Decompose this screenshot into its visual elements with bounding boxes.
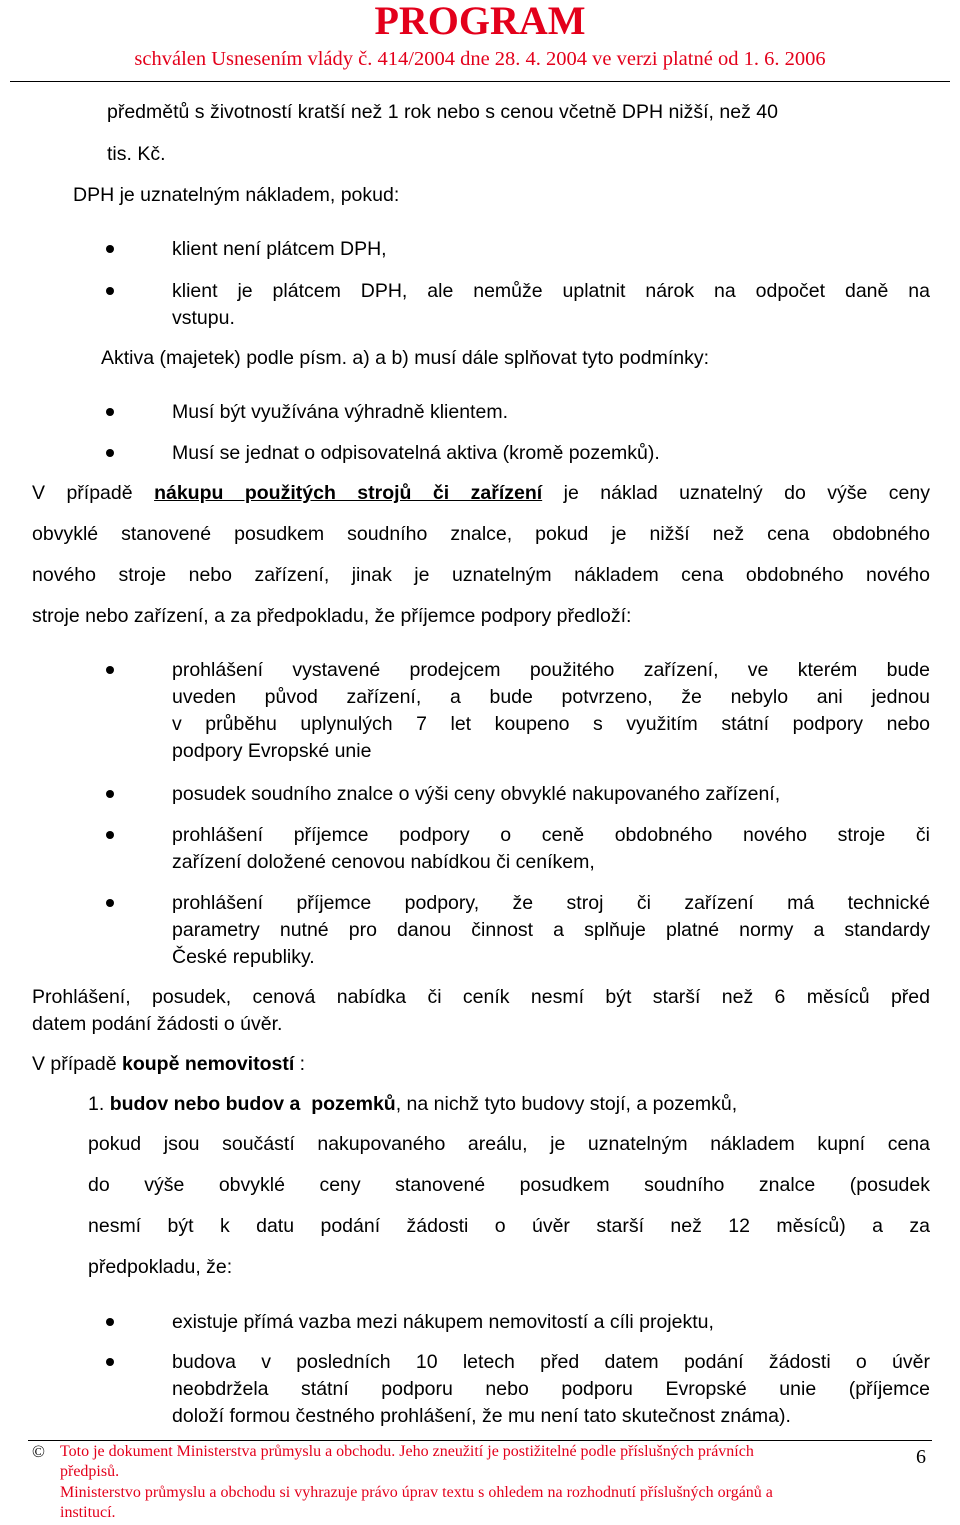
used-item: podpory Evropské unie xyxy=(172,740,372,762)
used-machines-paragraph-line: obvyklé stanovené posudkem soudního znalce, pokud je nižší než cena obdobného xyxy=(32,523,930,545)
used-item: zařízení doložené cenovou nabídkou či ceníkem, xyxy=(172,851,595,873)
bullet-icon xyxy=(106,899,114,907)
continued-text-line: tis. Kč. xyxy=(107,143,166,165)
used-item: v průběhu uplynulých 7 let koupeno s využitím státní podpory nebo xyxy=(172,713,930,735)
realty-paragraph-line: pokud jsou součástí nakupovaného areálu, je uznatelným nákladem kupní cena xyxy=(88,1133,930,1155)
realty-paragraph-line: nesmí být k datu podání žádosti o úvěr starší než 12 měsíců) a za xyxy=(88,1215,930,1237)
realty-item: existuje přímá vazba mezi nákupem nemovitostí a cíli projektu, xyxy=(172,1311,714,1333)
bullet-icon xyxy=(106,245,114,253)
document-title: PROGRAM xyxy=(374,0,586,43)
used-machines-emphasis: nákupu použitých strojů či zařízení xyxy=(154,482,543,504)
page-number: 6 xyxy=(916,1446,926,1468)
used-item: České republiky. xyxy=(172,946,315,968)
used-item: prohlášení příjemce podpory o ceně obdobného nového stroje či xyxy=(172,824,930,846)
bullet-icon xyxy=(106,449,114,457)
used-item: prohlášení příjemce podpory, že stroj či zařízení má technické xyxy=(172,892,930,914)
used-item: uveden původ zařízení, a bude potvrzeno, že nebylo ani jednou xyxy=(172,686,930,708)
used-machines-paragraph-line: nového stroje nebo zařízení, jinak je uznatelným nákladem cena obdobného nového xyxy=(32,564,930,586)
used-item: parametry nutné pro danou činnost a splňuje platné normy a standardy xyxy=(172,919,930,941)
used-item: posudek soudního znalce o výši ceny obvyklé nakupovaného zařízení, xyxy=(172,783,781,805)
bullet-icon xyxy=(106,1318,114,1326)
dph-item-continued: vstupu. xyxy=(172,307,235,329)
age-limit-paragraph: datem podání žádosti o úvěr. xyxy=(32,1013,283,1035)
realty-item: neobdržela státní podporu nebo podporu Evropské unie (příjemce xyxy=(172,1378,930,1400)
realty-paragraph-line: předpokladu, že: xyxy=(88,1256,233,1278)
dph-item: klient není plátcem DPH, xyxy=(172,238,387,260)
bullet-icon xyxy=(106,287,114,295)
bullet-icon xyxy=(106,790,114,798)
header-divider xyxy=(10,81,950,82)
realty-paragraph-line: do výše obvyklé ceny stanovené posudkem soudního znalce (posudek xyxy=(88,1174,930,1196)
continued-text-line: předmětů s životností kratší než 1 rok nebo s cenou včetně DPH nižší, než 40 xyxy=(107,101,778,123)
footer-notice: institucí. xyxy=(60,1504,116,1521)
used-machines-paragraph-line: stroje nebo zařízení, a za předpokladu, že příjemce podpory předloží: xyxy=(32,605,632,627)
footer-notice: Toto je dokument Ministerstva průmyslu a obchodu. Jeho zneužití je postižitelné podle příslušných právních xyxy=(60,1443,754,1460)
aktiva-intro: Aktiva (majetek) podle písm. a) a b) musí dále splňovat tyto podmínky: xyxy=(101,347,710,369)
bullet-icon xyxy=(106,831,114,839)
realty-numbered-item: 1. budov nebo budov a pozemků, na nichž tyto budovy stojí, a pozemků, xyxy=(88,1093,738,1115)
realty-item: doloží formou čestného prohlášení, že mu není tato skutečnost známa). xyxy=(172,1405,791,1427)
footer-notice: Ministerstvo průmyslu a obchodu si vyhrazuje právo úprav textu s ohledem na rozhodnutí příslušných orgánů a xyxy=(60,1484,773,1501)
aktiva-item: Musí být využívána výhradně klientem. xyxy=(172,401,508,423)
used-item: prohlášení vystavené prodejcem použitého zařízení, ve kterém bude xyxy=(172,659,930,681)
realty-item: budova v posledních 10 letech před datem podání žádosti o úvěr xyxy=(172,1351,930,1373)
footer-divider xyxy=(28,1440,932,1441)
age-limit-paragraph: Prohlášení, posudek, cenová nabídka či ceník nesmí být starší než 6 měsíců před xyxy=(32,986,930,1008)
bullet-icon xyxy=(106,666,114,674)
used-machines-paragraph-line: V případě nákupu použitých strojů či zařízení je náklad uznatelný do výše ceny xyxy=(32,482,930,504)
dph-intro: DPH je uznatelným nákladem, pokud: xyxy=(73,184,400,206)
copyright-icon: © xyxy=(32,1442,45,1461)
footer-notice: předpisů. xyxy=(60,1463,120,1480)
bullet-icon xyxy=(106,408,114,416)
realty-intro: V případě koupě nemovitostí : xyxy=(32,1053,306,1075)
aktiva-item: Musí se jednat o odpisovatelná aktiva (kromě pozemků). xyxy=(172,442,660,464)
dph-item: klient je plátcem DPH, ale nemůže uplatnit nárok na odpočet daně na xyxy=(172,280,930,302)
bullet-icon xyxy=(106,1358,114,1366)
document-subtitle: schválen Usnesením vlády č. 414/2004 dne 28. 4. 2004 ve verzi platné od 1. 6. 2006 xyxy=(134,48,826,70)
